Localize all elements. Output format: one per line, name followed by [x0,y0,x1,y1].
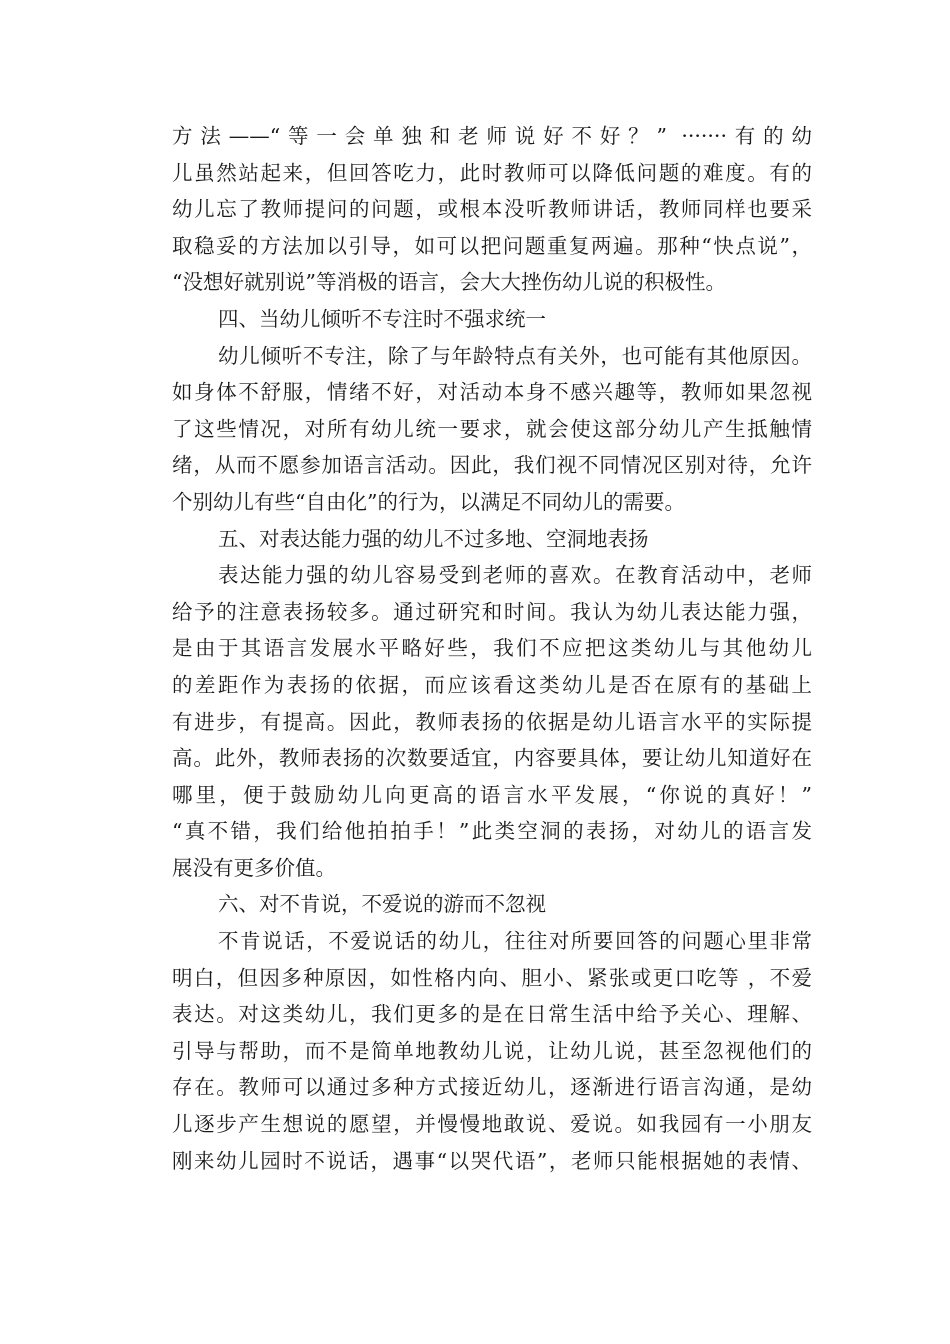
text-line: 幼儿忘了教师提问的问题，或根本没听教师讲话，教师同样也要采 [172,197,812,222]
text-line: 绪，从而不愿参加语言活动。因此，我们视不同情况区别对待，允许 [172,453,812,478]
text-line: 不肯说话，不爱说话的幼儿，往往对所要回答的问题心里非常 [218,929,812,954]
text-line: 的差距作为表扬的依据，而应该看这类幼儿是否在原有的基础上 [172,672,812,697]
text-line: 个别幼儿有些“自由化”的行为，以满足不同幼儿的需要。 [172,489,685,514]
text-line: 给予的注意表扬较多。通过研究和时间。我认为幼儿表达能力强， [172,599,812,624]
text-line: 有进步，有提高。因此，教师表扬的依据是幼儿语言水平的实际提 [172,709,812,734]
text-line: 表达。对这类幼儿，我们更多的是在日常生活中给予关心、理解、 [172,1002,812,1027]
text-line: “真不错，我们给他拍拍手！”此类空洞的表扬，对幼儿的语言发 [172,819,812,844]
text-line: 存在。教师可以通过多种方式接近幼儿，逐渐进行语言沟通，是幼 [172,1075,812,1100]
text-line: 明白，但因多种原因，如性格内向、胆小、紧张或更口吃等 ，不爱 [172,965,812,990]
section-heading: 六、对不肯说，不爱说的游而不忽视 [218,892,546,917]
text-line: 引导与帮助，而不是简单地教幼儿说，让幼儿说，甚至忽视他们的 [172,1038,812,1063]
section-heading: 五、对表达能力强的幼儿不过多地、空洞地表扬 [218,526,649,551]
article-body [172,118,812,1179]
section-heading: 四、当幼儿倾听不专注时不强求统一 [218,306,546,331]
text-line: 展没有更多价值。 [172,855,336,880]
text-line: 是由于其语言发展水平略好些，我们不应把这类幼儿与其他幼儿 [172,636,812,661]
text-line: 儿逐步产生想说的愿望，并慢慢地敢说、爱说。如我园有一小朋友 [172,1112,812,1137]
text-line: 表达能力强的幼儿容易受到老师的喜欢。在教育活动中，老师 [218,563,812,588]
text-line: 方法——“等一会单独和老师说好不好？” ·······有的幼 [172,124,812,148]
text-line: 了这些情况，对所有幼儿统一要求，就会使这部分幼儿产生抵触情 [172,416,812,441]
text-line: 刚来幼儿园时不说话，遇事“以哭代语”，老师只能根据她的表情、 [172,1148,812,1173]
text-line: 哪里，便于鼓励幼儿向更高的语言水平发展，“你说的真好！” [172,782,812,807]
text-line: 取稳妥的方法加以引导，如可以把问题重复两遍。那种“快点说”， [172,233,812,258]
text-line: 高。此外，教师表扬的次数要适宜，内容要具体，要让幼儿知道好在 [172,746,812,771]
text-line: “没想好就别说”等消极的语言，会大大挫伤幼儿说的积极性。 [172,270,726,295]
text-line: 幼儿倾听不专注，除了与年龄特点有关外，也可能有其他原因。 [218,343,812,368]
text-line: 儿虽然站起来，但回答吃力，此时教师可以降低问题的难度。有的 [172,160,812,185]
text-line: 如身体不舒服，情绪不好，对活动本身不感兴趣等，教师如果忽视 [172,380,812,405]
